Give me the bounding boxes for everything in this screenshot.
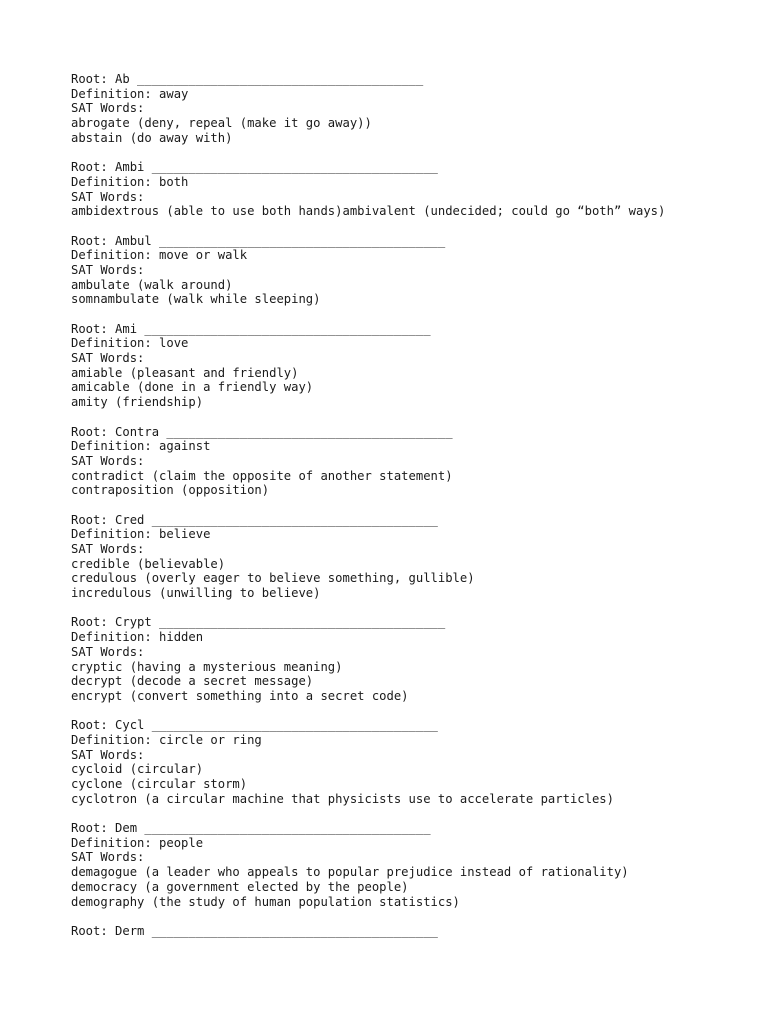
root-line: Root: Ambul _______________________________________ — [71, 233, 446, 248]
sat-words-label: SAT Words: — [71, 644, 145, 659]
root-entry-dem — [71, 821, 761, 909]
root-line: Root: Dem _______________________________________ — [71, 821, 431, 836]
definition-line: Definition: circle or ring — [71, 732, 262, 747]
definition-line: Definition: both — [71, 174, 189, 189]
root-line: Root: Derm _______________________________________ — [71, 923, 438, 938]
root-line: Root: Crypt _______________________________________ — [71, 615, 446, 630]
sat-word: encrypt (convert something into a secret code) — [71, 688, 409, 703]
root-entry-ami — [71, 322, 761, 410]
sat-words-label: SAT Words: — [71, 747, 145, 762]
sat-word: amity (friendship) — [71, 395, 204, 410]
root-entry-derm — [71, 924, 761, 939]
root-entry-cred — [71, 513, 761, 601]
sat-word: cycloid (circular) — [71, 762, 204, 777]
sat-word: demagogue (a leader who appeals to popular prejudice instead of rationality) — [71, 865, 629, 880]
sat-word: decrypt (decode a secret message) — [71, 674, 314, 689]
root-line: Root: Contra _______________________________________ — [71, 424, 453, 439]
root-entry-ab — [71, 72, 761, 145]
sat-word: amicable (done in a friendly way) — [71, 380, 314, 395]
definition-line: Definition: love — [71, 336, 189, 351]
root-entry-ambul — [71, 234, 761, 307]
root-line: Root: Cycl _______________________________________ — [71, 718, 438, 733]
sat-words-label: SAT Words: — [71, 542, 145, 556]
definition-line: Definition: people — [71, 835, 204, 850]
root-entry-contra — [71, 425, 761, 498]
sat-word: abrogate (deny, repeal (make it go away)) — [71, 116, 372, 131]
root-entry-crypt — [71, 615, 761, 703]
sat-word: somnambulate (walk while sleeping) — [71, 292, 321, 307]
definition-line: Definition: against — [71, 439, 211, 454]
sat-words-label: SAT Words: — [71, 850, 145, 865]
sat-word: contradict (claim the opposite of another statement) — [71, 468, 453, 483]
document-page — [71, 72, 761, 953]
sat-word: democracy (a government elected by the people) — [71, 879, 409, 894]
sat-word: ambidextrous (able to use both hands)ambivalent (undecided; could go “both” ways) — [71, 204, 666, 219]
sat-word: demography (the study of human population statistics) — [71, 894, 460, 909]
sat-words-label: SAT Words: — [71, 189, 145, 204]
definition-line: Definition: away — [71, 86, 189, 101]
sat-word: contraposition (opposition) — [71, 483, 270, 498]
sat-words-label: SAT Words: — [71, 453, 145, 468]
sat-word: cyclone (circular storm) — [71, 777, 248, 791]
sat-word: abstain (do away with) — [71, 130, 233, 145]
sat-word: ambulate (walk around) — [71, 277, 233, 292]
sat-word: cyclotron (a circular machine that physicists use to accelerate particles) — [71, 791, 614, 806]
sat-word: credible (believable) — [71, 556, 226, 571]
root-line: Root: Cred _______________________________________ — [71, 512, 438, 527]
sat-words-label: SAT Words: — [71, 262, 145, 277]
root-line: Root: Ab _______________________________________ — [71, 72, 424, 86]
root-line: Root: Ami _______________________________________ — [71, 321, 431, 336]
sat-word: amiable (pleasant and friendly) — [71, 365, 299, 380]
root-entry-cycl — [71, 718, 761, 806]
root-entry-ambi — [71, 160, 761, 219]
sat-words-label: SAT Words: — [71, 351, 145, 366]
sat-word: cryptic (having a mysterious meaning) — [71, 659, 343, 674]
definition-line: Definition: move or walk — [71, 248, 248, 263]
definition-line: Definition: believe — [71, 527, 211, 542]
sat-words-label: SAT Words: — [71, 101, 145, 116]
sat-word: incredulous (unwilling to believe) — [71, 586, 321, 601]
definition-line: Definition: hidden — [71, 630, 204, 645]
sat-word: credulous (overly eager to believe something, gullible) — [71, 571, 475, 586]
root-line: Root: Ambi _______________________________________ — [71, 160, 438, 175]
